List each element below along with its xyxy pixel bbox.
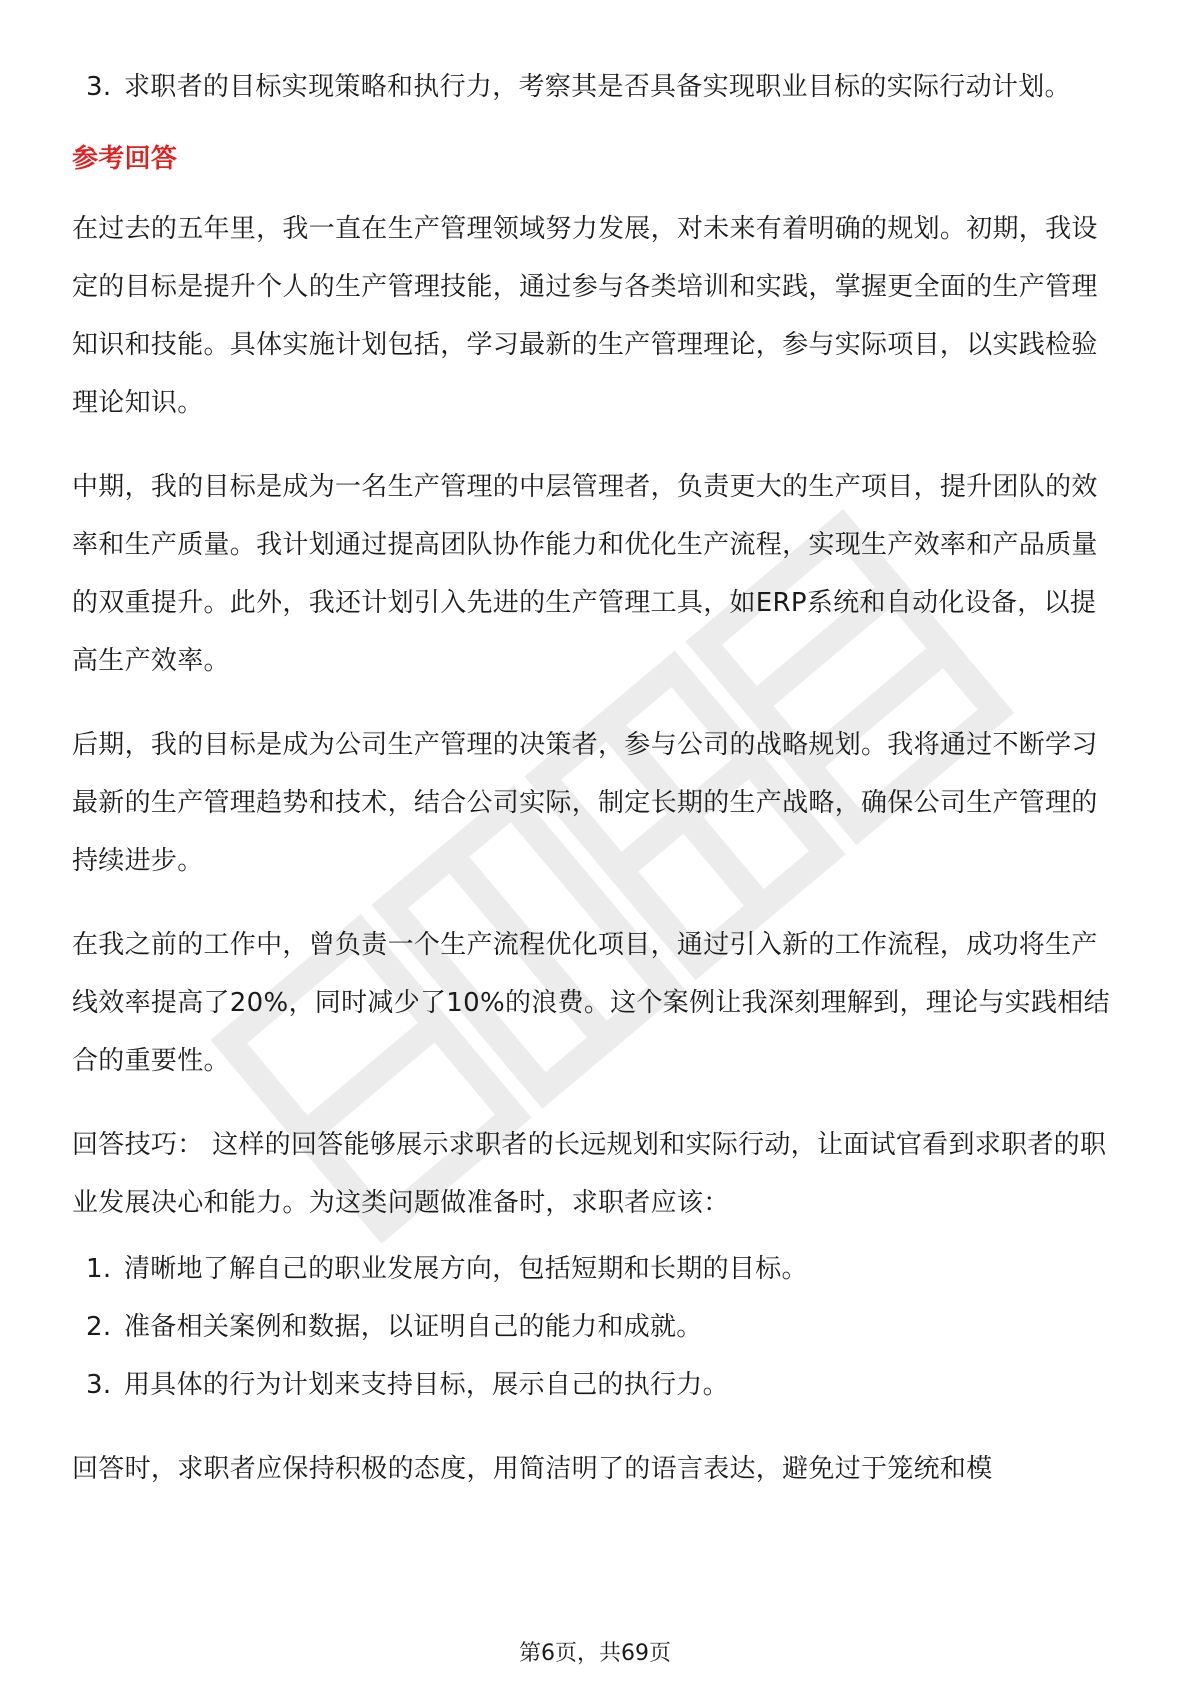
list-number: 1. <box>86 1254 112 1284</box>
paragraph-late: 后期，我的目标是成为公司生产管理的决策者，参与公司的战略规划。我将通过不断学习最新的生产管理趋势和技术，结合公司实际，制定长期的生产战略，确保公司生产管理的持续进步。 <box>72 730 1098 876</box>
list-text: 清晰地了解自己的职业发展方向，包括短期和长期的目标。 <box>124 1254 808 1284</box>
list-item <box>72 1356 1122 1414</box>
list-number: 3. <box>86 72 112 102</box>
tips-list <box>72 1240 1122 1414</box>
paragraph-mid: 中期，我的目标是成为一名生产管理的中层管理者，负责更大的生产项目，提升团队的效率和生产质量。我计划通过提高团队协作能力和优化生产流程，实现生产效率和产品质量的双重提升。此外，我还计划引入先进的生产管理工具，如ERP系统和自动化设备，以提高生产效率。 <box>72 472 1098 676</box>
list-text: 用具体的行为计划来支持目标，展示自己的执行力。 <box>124 1370 729 1400</box>
list-item <box>72 1298 1122 1356</box>
paragraph-case: 在我之前的工作中，曾负责一个生产流程优化项目，通过引入新的工作流程，成功将生产线效率提高了20%，同时减少了10%的浪费。这个案例让我深刻理解到，理论与实践相结合的重要性。 <box>72 930 1110 1076</box>
list-number: 3. <box>86 1370 112 1400</box>
document-body <box>72 58 1122 1524</box>
section-title: 参考回答 <box>72 144 178 174</box>
list-number: 2. <box>86 1312 112 1342</box>
paragraph-tips: 回答技巧： 这样的回答能够展示求职者的长远规划和实际行动，让面试官看到求职者的职业发展决心和能力。为这类问题做准备时，求职者应该： <box>72 1130 1107 1218</box>
list-text: 求职者的目标实现策略和执行力，考察其是否具备实现职业目标的实际行动计划。 <box>124 72 1071 102</box>
paragraph-early: 在过去的五年里，我一直在生产管理领域努力发展，对未来有着明确的规划。初期，我设定的目标是提升个人的生产管理技能，通过参与各类培训和实践，掌握更全面的生产管理知识和技能。具体实施计划包括，学习最新的生产管理理论，参与实际项目，以实践检验理论知识。 <box>72 214 1098 418</box>
list-text: 准备相关案例和数据，以证明自己的能力和成就。 <box>124 1312 703 1342</box>
page-number-footer: 第6页，共69页 <box>519 1641 671 1666</box>
paragraph-closing: 回答时，求职者应保持积极的态度，用简洁明了的语言表达，避免过于笼统和模 <box>72 1454 993 1484</box>
list-item <box>72 58 1122 116</box>
list-item <box>72 1240 1122 1298</box>
criteria-list <box>72 58 1122 116</box>
